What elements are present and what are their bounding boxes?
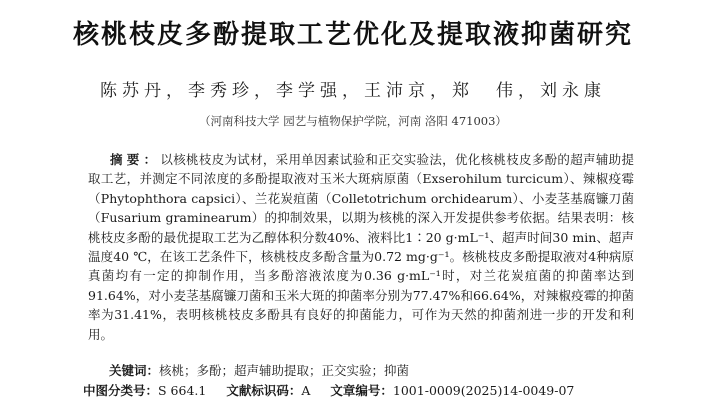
author-list: 陈苏丹，李秀珍，李学强，王沛京，郑 伟，刘永康 — [100, 81, 606, 101]
doc-label: 文献标识码： — [226, 383, 302, 398]
author-affiliation: （河南科技大学 园艺与植物保护学院，河南 洛阳 471003） — [199, 114, 507, 128]
clc-label: 中图分类号： — [83, 383, 159, 398]
article-number — [330, 383, 574, 398]
doc-value: A — [301, 383, 311, 398]
document-code — [226, 383, 310, 398]
art-value: 1001-0009(2025)14-0049-07 — [392, 383, 575, 398]
keywords-text: 核桃；多酚；超声辅助提取；正交实验；抑菌 — [159, 363, 410, 378]
keywords-label: 关键词： — [109, 363, 160, 378]
abstract-text: 以核桃枝皮为试材，采用单因素试验和正交实验法，优化核桃枝皮多酚的超声辅助提取工艺，并测定不同浓度的多酚提取液对玉米大斑病原菌（Exserohilum turcicum）、辣椒疫霉（Phytophthora capsici）、兰花炭疽菌（Colletotrichum orchidearum）、小麦茎基腐镰刀菌（Fusarium graminearum）的抑制效果，以期为核桃的深入开发提供参考依据。结果表明：核桃枝皮多酚的最优提取工艺为乙醇体积分数40%、液料比1∶20 g·mL⁻¹、超声时间30 min、超声温度40 ℃，在该工艺条件下，核桃枝皮多酚含量为0.72 mg·g⁻¹。核桃枝皮多酚提取液对4种病原真菌均有一定的抑制作用，当多酚溶液浓度为0.36 g·mL⁻¹时，对兰花炭疽菌的抑菌率达到91.64%，对小麦茎基腐镰刀菌和玉米大斑的抑菌率分别为77.47%和66.64%，对辣椒疫霉的抑菌率为31.41%，表明核桃枝皮多酚具有良好的抑菌能力，可作为天然的抑菌剂进一步的开发和利用。 — [88, 152, 634, 342]
clc-number — [83, 383, 206, 398]
clc-value: S 664.1 — [158, 383, 207, 398]
classification-line — [83, 381, 643, 399]
abstract-label: 摘要： — [110, 152, 161, 167]
abstract-block — [88, 150, 634, 344]
art-label: 文章编号： — [330, 383, 393, 398]
keywords-line — [109, 361, 649, 379]
paper-title: 核桃枝皮多酚提取工艺优化及提取液抑菌研究 — [72, 20, 633, 50]
